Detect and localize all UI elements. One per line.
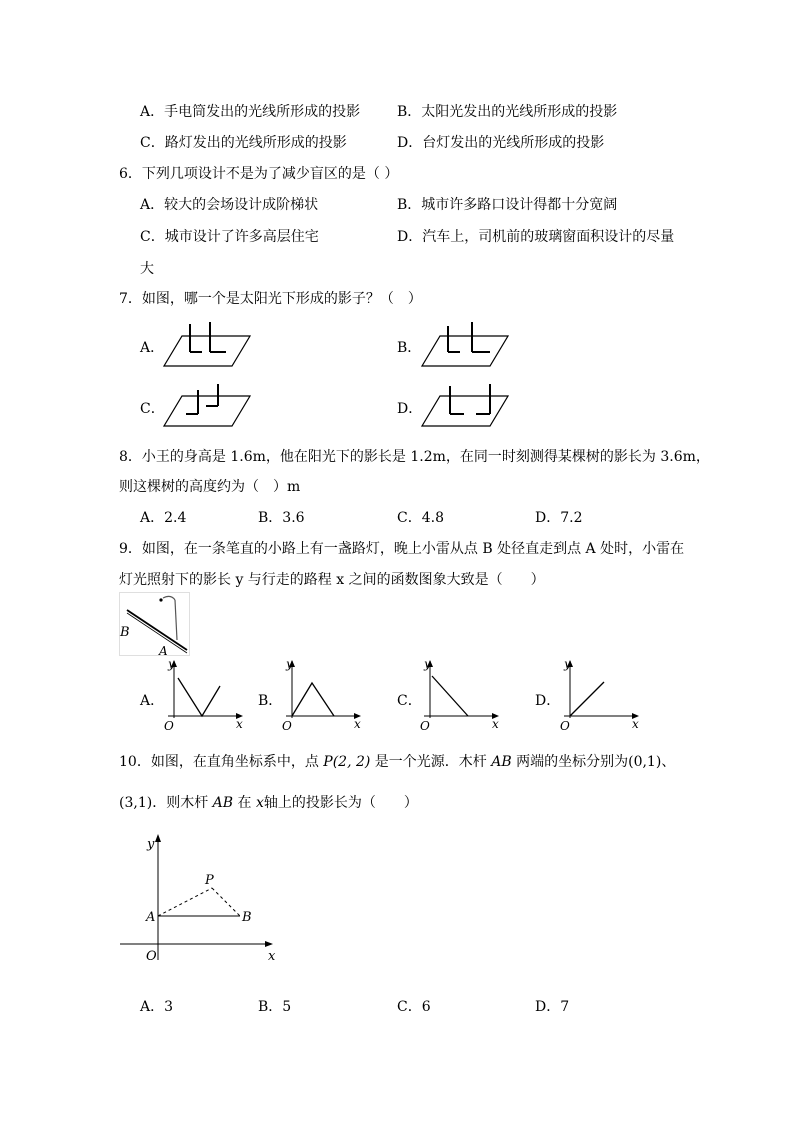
svg-text:O: O [560, 719, 570, 733]
q9-line-1: 9．如图，在一条笔直的小路上有一盏路灯，晚上小雷从点 B 处径直走到点 A 处时，小雷在 [119, 541, 685, 557]
svg-text:O: O [164, 719, 174, 733]
q6-option-b: B．城市许多路口设计得都十分宽阔 [397, 197, 618, 213]
q9-graph-b [276, 657, 364, 733]
q8-option-d: D．7.2 [535, 510, 583, 526]
q7-figure-d [418, 380, 513, 430]
q10-x-axis-label: x [268, 949, 276, 964]
q8-line-2: 则这棵树的高度约为（ ）m [119, 479, 301, 495]
q8-line-1: 8．小王的身高是 1.6m，他在阳光下的影长是 1.2m，在同一时刻测得某棵树的影长为 3.6m， [119, 449, 710, 465]
q9-graph-a [158, 657, 246, 733]
q10-origin-label: O [146, 949, 157, 964]
q10-b-label: B [242, 910, 252, 925]
svg-text:y: y [564, 657, 571, 671]
q7-figure-c [160, 380, 255, 430]
svg-text:y: y [424, 657, 431, 671]
q9-graph-c [414, 657, 502, 733]
svg-text:O: O [282, 719, 292, 733]
q10-line-2: (3,1)．则木杆 AB 在 x轴上的投影长为（ ） [119, 795, 418, 811]
q6-option-d: D．汽车上，司机前的玻璃窗面积设计的尽量 [397, 229, 675, 245]
q9-option-c: C． [397, 693, 422, 709]
q10-p-label: P [205, 873, 214, 888]
q5-option-a: A．手电筒发出的光线所形成的投影 [140, 104, 361, 120]
q10-y-axis-label: y [147, 837, 155, 852]
q7-label-b: B． [397, 340, 422, 356]
q6-option-d-continued: 大 [140, 261, 154, 277]
q10-line-1: 10．如图，在直角坐标系中，点 P(2, 2) 是一个光源．木杆 AB 两端的坐标分别为(0,1)、 [119, 754, 676, 770]
q10-point-p: P(2, 2) [323, 754, 371, 770]
q10-a-label: A [146, 910, 156, 925]
svg-text:x: x [236, 717, 243, 731]
svg-text:O: O [420, 719, 430, 733]
q10-option-c: C．6 [397, 999, 431, 1015]
q7-stem: 7．如图，哪一个是太阳光下形成的影子？（ ） [119, 291, 422, 307]
q10-rod-ab: AB [491, 754, 512, 770]
q5-option-b: B．太阳光发出的光线所形成的投影 [397, 104, 618, 120]
q7-label-a: A． [140, 340, 165, 356]
q9-point-b-label: B [120, 625, 130, 640]
q10-option-a: A．3 [140, 999, 174, 1015]
q9-line-2: 灯光照射下的影长 y 与行走的路程 x 之间的函数图象大致是（ ） [119, 572, 545, 588]
q8-option-b: B．3.6 [258, 510, 305, 526]
q7-label-c: C． [140, 401, 165, 417]
q7-figure-a [160, 318, 255, 368]
q6-option-c: C．城市设计了许多高层住宅 [140, 229, 319, 245]
q10-option-b: B．5 [258, 999, 292, 1015]
q9-street-lamp-figure [119, 592, 191, 658]
q6-option-a: A．较大的会场设计成阶梯状 [140, 197, 319, 213]
q6-stem: 6．下列几项设计不是为了减少盲区的是（ ） [119, 166, 399, 182]
q5-option-d: D．台灯发出的光线所形成的投影 [397, 135, 605, 151]
q5-option-c: C．路灯发出的光线所形成的投影 [140, 135, 347, 151]
q8-option-a: A．2.4 [140, 510, 187, 526]
svg-text:x: x [354, 717, 361, 731]
svg-text:x: x [492, 717, 499, 731]
svg-text:y: y [286, 657, 293, 671]
q7-label-d: D． [397, 401, 423, 417]
svg-text:y: y [168, 657, 175, 671]
q9-graph-d [554, 657, 642, 733]
q9-option-d: D． [535, 693, 561, 709]
q10-option-d: D．7 [535, 999, 570, 1015]
q8-option-c: C．4.8 [397, 510, 444, 526]
q9-option-a: A． [140, 693, 165, 709]
q10-coordinate-figure [118, 830, 288, 964]
q7-figure-b [418, 318, 513, 368]
q9-option-b: B． [258, 693, 283, 709]
q9-point-a-label: A [159, 644, 168, 658]
svg-text:x: x [632, 717, 639, 731]
